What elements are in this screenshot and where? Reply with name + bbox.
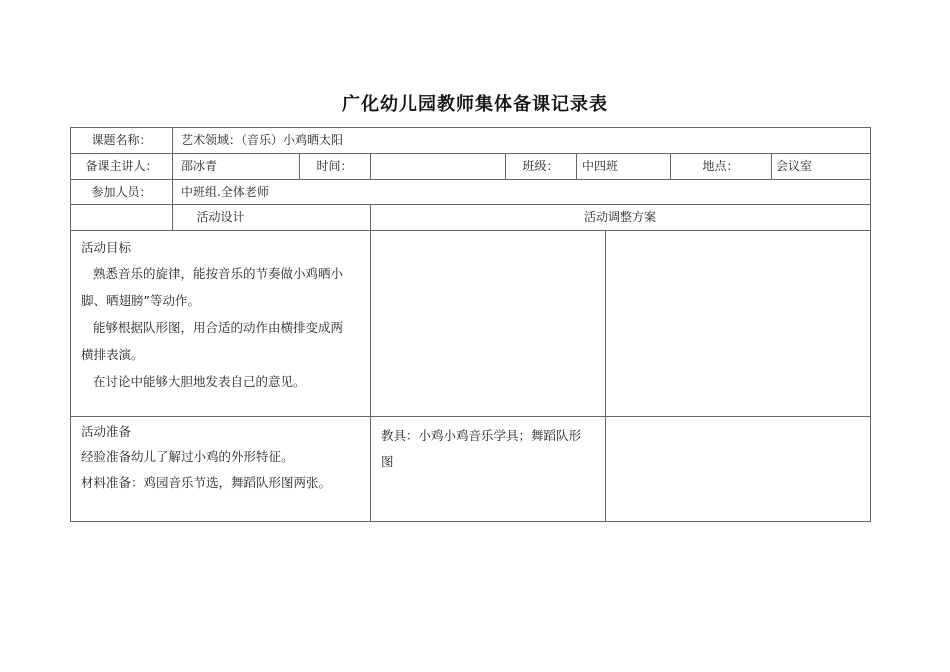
prep-line: 经验准备幼儿了解过小鸡的外形特征。 [81, 449, 294, 464]
prep-line: 材料准备：鸡园音乐节选，舞蹈队形图两张。 [81, 475, 332, 490]
topic-label: 课题名称： [91, 133, 152, 147]
column-divider [370, 204, 371, 522]
goals-heading: 活动目标 [81, 240, 132, 255]
document-title: 广化幼儿园教师集体备课记录表 [342, 94, 608, 115]
column-divider [605, 230, 606, 522]
goals-line: 脚、晒翅膀”等动作。 [81, 293, 200, 308]
goals-line: 横排表演。 [81, 347, 144, 362]
participants-value: 中班组.全体老师 [181, 185, 269, 199]
row-divider [71, 416, 870, 417]
place-label: 地点： [702, 159, 739, 173]
lesson-plan-table [70, 127, 871, 522]
goals-line: 熟悉音乐的旋律，能按音乐的节奏做小鸡晒小 [93, 266, 344, 281]
participants-label: 参加人员： [91, 185, 152, 199]
adjust-prep-line: 教具：小鸡小鸡音乐学具；舞蹈队形 [381, 428, 582, 443]
column-divider [370, 153, 371, 179]
goals-line: 在讨论中能够大胆地发表自己的意见。 [93, 374, 306, 389]
row-divider [71, 179, 870, 180]
speaker-label: 备课主讲人： [85, 159, 158, 173]
class-value: 中四班 [582, 159, 619, 173]
speaker-value: 邵冰青 [181, 159, 218, 173]
time-label: 时间： [316, 159, 353, 173]
row-divider [71, 230, 870, 231]
topic-value: 艺术领域：（音乐）小鸡晒太阳 [181, 133, 344, 147]
row-divider [71, 153, 870, 154]
column-divider [771, 153, 772, 179]
column-divider [576, 153, 577, 179]
activity-adjustment-header: 活动调整方案 [583, 210, 656, 224]
activity-design-header: 活动设计 [196, 210, 245, 224]
row-divider [71, 204, 870, 205]
prep-heading: 活动准备 [81, 424, 132, 439]
adjust-prep-line: 图 [381, 454, 394, 469]
goals-line: 能够根据队形图，用合适的动作由横排变成两 [93, 320, 344, 335]
place-value: 会议室 [776, 159, 813, 173]
class-label: 班级： [522, 159, 559, 173]
